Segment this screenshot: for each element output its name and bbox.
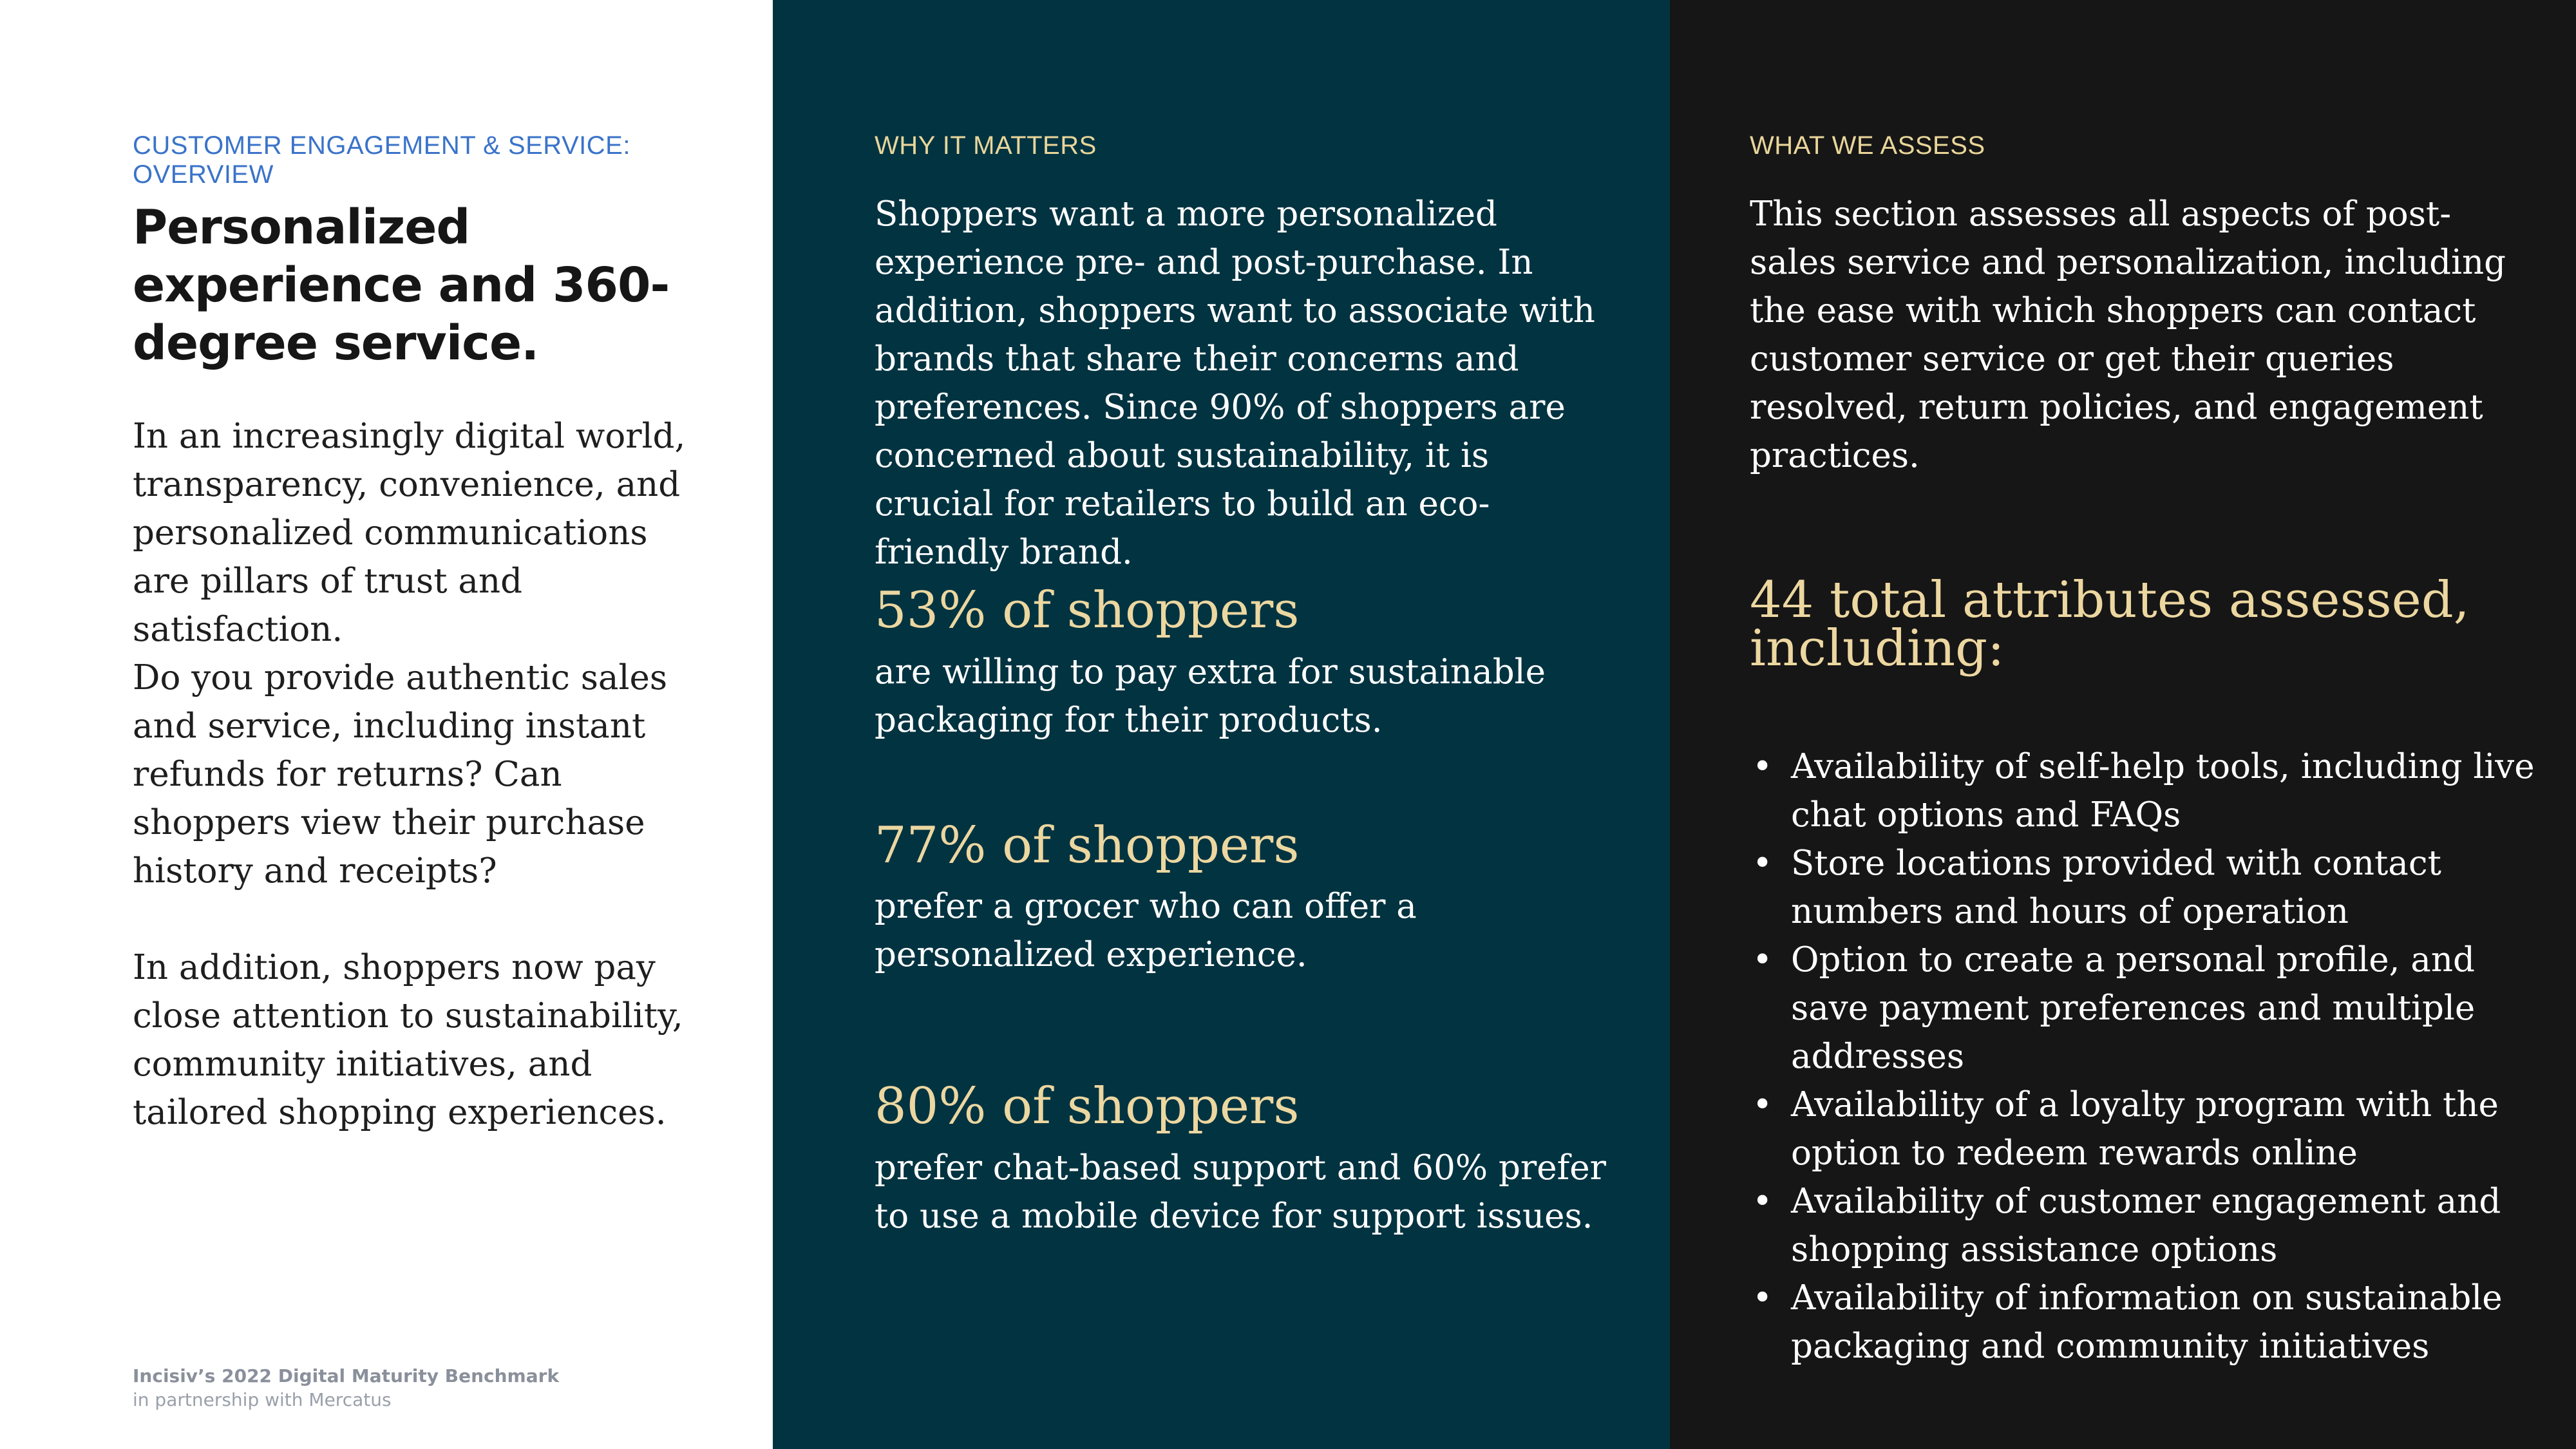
attribute-text: Store locations provided with contact numbers and hours of operation	[1791, 844, 2441, 931]
attribute-text: Availability of a loyalty program with the option to redeem rewards online	[1791, 1085, 2499, 1173]
stat-headline-3: 80% of shoppers	[875, 1077, 1300, 1135]
bullet-icon: •	[1752, 747, 1773, 786]
stat-headline-1: 53% of shoppers	[875, 582, 1300, 639]
section-eyebrow: CUSTOMER ENGAGEMENT & SERVICE: OVERVIEW	[133, 131, 630, 189]
bullet-icon: •	[1752, 1278, 1773, 1318]
what-we-assess-panel	[1670, 0, 2576, 1449]
why-it-matters-intro: Shoppers want a more personalized experience pre- and post-purchase. In addition, shoppers want to associate with brands that share their concerns and preferences. Since 90% of shoppers are concerned about sustainability, it is crucial for retailers to build an eco-friendly brand.	[875, 194, 1595, 572]
list-item	[1750, 1081, 2542, 1177]
stat-description-3: prefer chat-based support and 60% prefer to use a mobile device for support issues.	[875, 1148, 1606, 1236]
section-eyebrow: WHAT WE ASSESS	[1750, 131, 1985, 160]
section-eyebrow: WHY IT MATTERS	[875, 131, 1097, 160]
attribute-text: Option to create a personal profile, and save payment preferences and multiple addresses	[1791, 940, 2476, 1076]
attribute-text: Availability of customer engagement and shopping assistance options	[1791, 1182, 2501, 1269]
why-it-matters-panel	[773, 0, 1670, 1449]
list-item	[1750, 1177, 2542, 1274]
what-we-assess-intro: This section assesses all aspects of post-sales service and personalization, including the ease with which shoppers can contact customer service or get their queries resolved, return policies, and engagement practices.	[1750, 194, 2506, 475]
bullet-icon: •	[1752, 1085, 1773, 1124]
attributes-heading: 44 total attributes assessed, including:	[1750, 571, 2470, 677]
list-item	[1750, 839, 2542, 936]
overview-paragraph-3: In addition, shoppers now pay close attention to sustainability, community initiatives, and tailored shopping experiences.	[133, 948, 683, 1132]
bullet-icon: •	[1752, 940, 1773, 980]
stat-description-1: are willing to pay extra for sustainable packaging for their products.	[875, 652, 1546, 740]
list-item	[1750, 936, 2542, 1081]
attributes-list	[1750, 743, 2542, 1370]
list-item	[1750, 1274, 2542, 1370]
stat-description-2: prefer a grocer who can offer a personalized experience.	[875, 887, 1417, 974]
overview-paragraph-2: Do you provide authentic sales and service, including instant refunds for returns? Can shoppers view their purchase history and receipts?	[133, 658, 668, 891]
overview-paragraph-1: In an increasingly digital world, transparency, convenience, and personalized communications are pillars of trust and satisfaction.	[133, 417, 686, 649]
bullet-icon: •	[1752, 844, 1773, 883]
bullet-icon: •	[1752, 1182, 1773, 1221]
list-item	[1750, 743, 2542, 839]
stat-headline-2: 77% of shoppers	[875, 817, 1300, 875]
footer-title: Incisiv’s 2022 Digital Maturity Benchmark	[133, 1365, 560, 1387]
footer-subtitle: in partnership with Mercatus	[133, 1389, 392, 1410]
page-title: Personalized experience and 360-degree service.	[133, 200, 670, 371]
attribute-text: Availability of information on sustainable packaging and community initiatives	[1791, 1278, 2503, 1366]
overview-panel	[0, 0, 773, 1449]
attribute-text: Availability of self-help tools, including live chat options and FAQs	[1791, 747, 2535, 835]
